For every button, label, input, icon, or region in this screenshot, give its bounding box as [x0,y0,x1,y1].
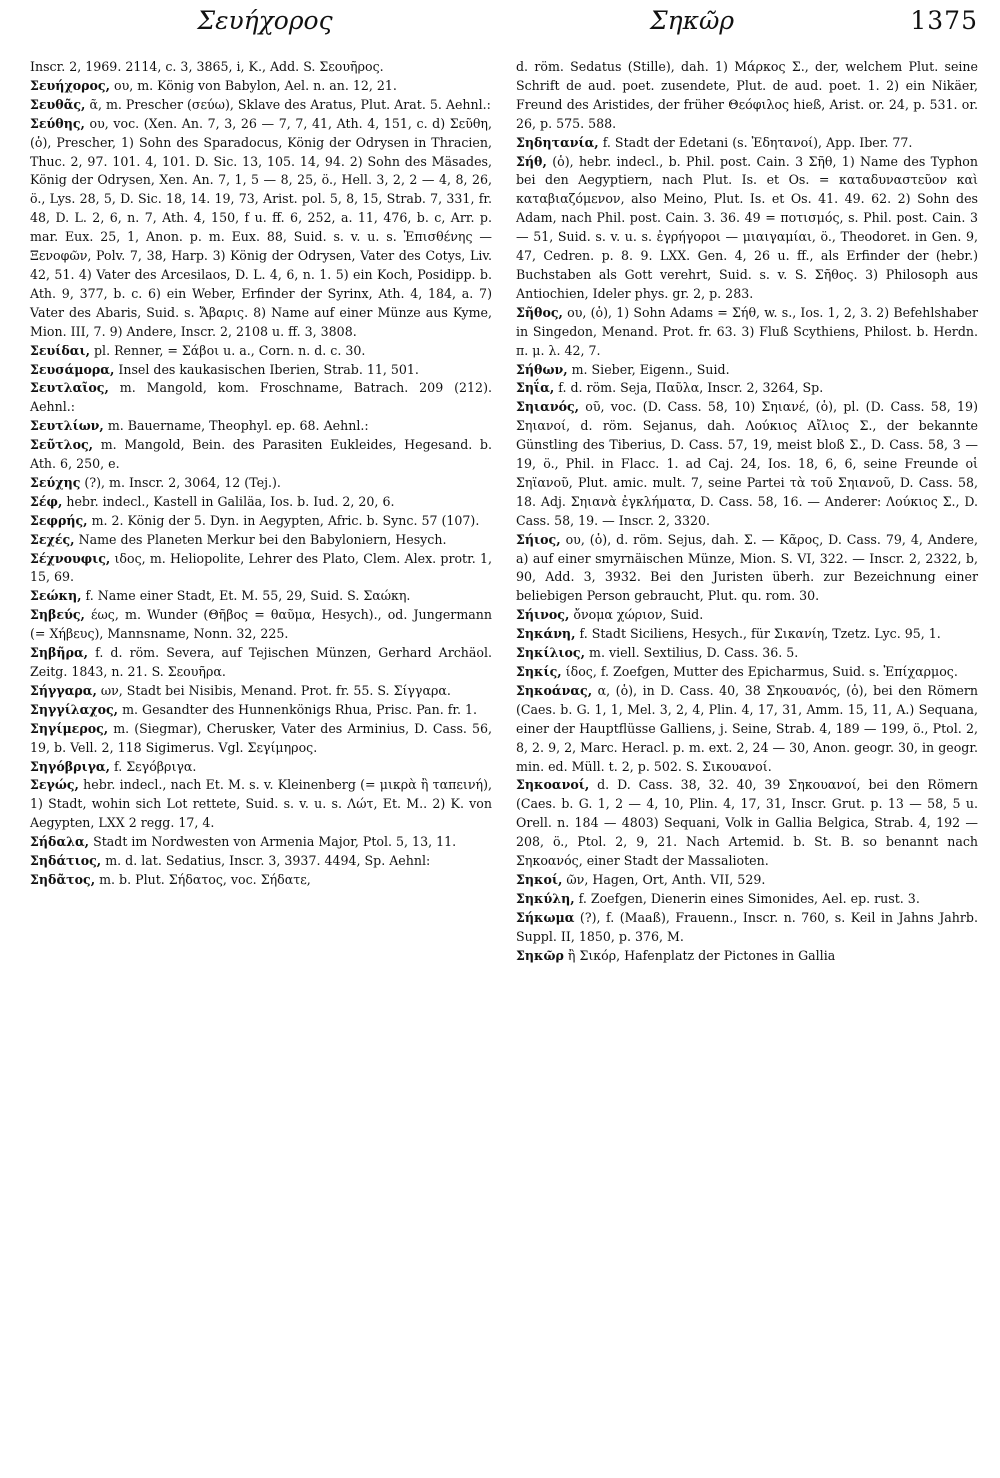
entry-text: f. Zoefgen, Dienerin eines Simonides, Ael. ep. rust. 3. [578,890,920,906]
entry-headword: Σηΐα, [516,380,555,396]
entry-headword: Σήθων, [516,361,568,377]
entry-headword: Σέφ, [30,493,63,509]
entry-text: f. d. röm. Seja, Παῦλα, Inscr. 2, 3264, Sp. [558,380,824,396]
dictionary-entry [30,361,492,380]
dictionary-entry [30,531,492,550]
entry-headword: Σῆθος, [516,304,563,320]
dictionary-entry [30,644,492,682]
entry-text: ἢ Σικόρ, Hafenplatz der Pictones in Gallia [567,947,836,963]
dictionary-entry [516,644,978,663]
entry-headword: Σήθ, [516,153,547,169]
entry-headword: Σηκοανοί, [516,777,590,793]
entry-headword: Σεύθης, [30,115,85,131]
entry-headword: Σευήχορος, [30,77,110,93]
dictionary-entry [30,342,492,361]
entry-text: m. Gesandter des Hunnenkönigs Rhua, Prisc. Pan. fr. 1. [122,701,478,717]
entry-headword: Σέχνουφις, [30,550,111,566]
dictionary-entry [30,96,492,115]
entry-text: ου, (ὁ), d. röm. Sejus, dah. Σ. — Κᾶρος, D. Cass. 79, 4, Andere, a) auf einer smyrnäischen Münze, Mion. S. VI, 322. — Inscr. 2, 2322, b, 90, Add. 3, 3932. Bei den Juristen überh. zur Bezeichnung einer beliebigen Person gebraucht, Plut. qu. rom. 30. [516,531,978,604]
entry-headword: Σήιος, [516,531,561,547]
entry-headword: Σηδάτιος, [30,853,102,869]
text-columns [30,58,978,966]
dictionary-entry [30,587,492,606]
dictionary-entry [30,493,492,512]
entry-text: ᾶ, m. Prescher (σεύω), Sklave des Aratus, Plut. Arat. 5. Aehnl.: [89,96,491,112]
entry-text: f. Stadt Siciliens, Hesych., für Σικανίη, Tzetz. Lyc. 95, 1. [579,626,941,642]
entry-headword: Σηκίς, [516,664,562,679]
dictionary-entry [516,871,978,890]
dictionary-entry [516,361,978,380]
entry-text: m. (Siegmar), Cherusker, Vater des Arminius, D. Cass. 56, 19, b. Vell. 2, 118 Sigimerus. Vgl. Σεγίμηρος. [30,720,492,755]
entry-text: m. Mangold, kom. Froschname, Batrach. 209 (212). Aehnl.: [30,380,492,415]
dictionary-entry [30,852,492,871]
entry-text: f. d. röm. Severa, auf Tejischen Münzen, Gerhard Archäol. Zeitg. 1843, n. 21. S. Σεουῆρα. [30,645,493,679]
entry-text: d. röm. Sedatus (Stille), dah. 1) Μάρκος Σ., der, welchem Plut. seine Schrift de aud. poet. zusendete, Plut. de aud. poet. 1. 2) ein Nikäer, Freund des Aristides, der früher Θεόφιλος hieß, Arist. or. 24, p. 531. or. 26, p. 575. 588. [516,59,978,131]
left-column [30,58,492,966]
entry-text: m. Mangold, Bein. des Parasiten Eukleides, Hegesand. b. Ath. 6, 250, e. [30,437,492,472]
entry-headword: Σευτλαῖος, [30,380,109,396]
entry-headword: Σευίδαι, [30,342,90,358]
entry-text: Inscr. 2, 1969. 2114, c. 3, 3865, i, K., Add. S. Σεουῆρος. [30,59,384,74]
entry-headword: Σήκωμα [516,909,575,925]
dictionary-entry [30,701,492,720]
dictionary-entry [516,379,978,398]
entry-headword: Σευσάμορα, [30,361,115,377]
entry-headword: Σηδᾶτος, [30,871,96,887]
dictionary-entry [30,58,492,77]
entry-text: οῦ, voc. (D. Cass. 58, 10) Σηιανέ, (ὁ), pl. (D. Cass. 58, 19) Σηιανοί, d. röm. Sejanus, dah. Λούκιος Αἴλιος Σ., der bekannte Günstling des Tiberius, D. Cass. 57, 19, meist bloß Σ., D. Cass. 58, 3 — 19, ö., Phil. in Flacc. 1. ad Caj. 24, Ios. 18, 6, 6, seine Freunde οἱ Σηϊανοῦ, Plut. amic. mult. 7, seine Partei τὰ τοῦ Σηιανοῦ, D. Cass. 58, 18. Adj. Σηιανὰ ἐγκλήματα, D. Cass. 58, 16. — Anderer: Λούκιος Σ., D. Cass. 58, 19. — Inscr. 2, 3320. [516,399,978,528]
entry-headword: Σηκύλη, [516,890,575,906]
entry-text: ου, voc. (Xen. An. 7, 3, 26 — 7, 7, 41, Ath. 4, 151, c. d) Σεῦθη, (ὁ), Prescher, 1) Sohn des Sparadocus, König der Odrysen in Thracien, Thuc. 2, 97. 101. 4, 101. D. Sic. 13, 105. 14, 94. 2) Sohn des Mäsades, König der Odrysen, Xen. An. 7, 1, 5 — 8, 25, ö., Hell. 3, 2, 2 — 4, 8, 26, ö., Lys. 28, 5, D. Sic. 18, 14. 19, 73, Arist. pol. 5, 8, 15, Strab. 7, 331, fr. 48, D. L. 2, 6, n. 7, Ath. 4, 150, f u. ff. 6, 252, a. 11, 476, b. c, Arr. p. mar. Eux. 25, 1, Anon. p. m. Eux. 88, Suid. s. v. u. s. Ἐπισθένης — Ξενοφῶν, Polv. 7, 38, Harp. 3) König der Odrysen, Vater des Cotys, Liv. 42, 51. 4) Vater des Arcesilaos, D. L. 4, 6, n. 1. 5) ein Koch, Posidipp. b. Ath. 9, 377, b. c. 6) ein Weber, Erfinder der Syrinx, Ath. 4, 184, a. 7) Vater des Abaris, Suid. s. Ἄβαρις. 8) Name auf einer Münze aus Kyme, Mion. III, 7. 9) Andere, Inscr. 2, 2108 u. ff. 3, 3808. [30,115,492,339]
entry-text: hebr. indecl., Kastell in Galiläa, Ios. b. Iud. 2, 20, 6. [66,493,395,509]
entry-headword: Σηγγίλαχος, [30,701,119,717]
entry-headword: Σηκοί, [516,871,563,887]
entry-text: ου, m. König von Babylon, Ael. n. an. 12, 21. [113,77,397,93]
entry-headword: Σηκῶρ [516,947,564,963]
dictionary-entry [516,153,978,304]
entry-text: έως, m. Wunder (Θῆβος = θαῦμα, Hesych)., od. Jungermann (= Χήβευς), Mannsname, Nonn. 32, 225. [30,607,492,642]
entry-headword: Σηιανός, [516,399,580,415]
entry-text: (?), f. (Maaß), Frauenn., Inscr. n. 760, s. Keil in Jahns Jahrb. Suppl. II, 1850, p. 376, M. [516,909,978,944]
entry-text: f. Σεγόβριγα. [114,758,197,774]
entry-headword: Σεγώς, [30,777,79,793]
right-column [516,58,978,966]
entry-headword: Σεύχης [30,474,81,490]
dictionary-entry [30,720,492,758]
dictionary-entry [516,890,978,909]
dictionary-entry [30,682,492,701]
entry-text: (?), m. Inscr. 2, 3064, 12 (Tej.). [84,474,281,490]
entry-headword: Σηδητανία, [516,134,599,150]
dictionary-entry [30,379,492,417]
entry-headword: Σηβῆρα, [30,645,89,661]
dictionary-entry [516,304,978,361]
entry-headword: Σηκάνη, [516,626,576,642]
dictionary-entry [30,77,492,96]
dictionary-entry [516,58,978,134]
dictionary-entry [516,531,978,607]
entry-text: m. b. Plut. Σήδατος, voc. Σήδατε, [99,871,311,887]
dictionary-entry [30,436,492,474]
entry-text: pl. Renner, = Σάβοι u. a., Corn. n. d. c. 30. [93,342,366,358]
entry-headword: Σεχές, [30,531,75,547]
entry-headword: Σηκοάνας, [516,682,593,698]
dictionary-entry [30,417,492,436]
dictionary-entry [516,947,978,966]
dictionary-entry [516,625,978,644]
entry-headword: Σεώκη, [30,588,82,604]
entry-text: m. 2. König der 5. Dyn. in Aegypten, Afric. b. Sync. 57 (107). [91,512,480,528]
entry-headword: Σήγγαρα, [30,682,97,698]
entry-text: ου, (ὁ), 1) Sohn Adams = Σήθ, w. s., Ios. 1, 2, 3. 2) Befehlshaber in Singedon, Menand. Prot. fr. 63. 3) Fluß Scythiens, Philost. b. Herdn. π. μ. λ. 42, 7. [516,304,978,358]
dictionary-entry [30,758,492,777]
dictionary-entry [30,474,492,493]
entry-headword: Σήδαλα, [30,834,90,850]
entry-headword: Σήινος, [516,607,570,623]
entry-text: m. d. lat. Sedatius, Inscr. 3, 3937. 4494, Sp. Aehnl: [105,853,431,869]
entry-text: Name des Planeten Merkur bei den Babyloniern, Hesych. [78,531,447,547]
entry-text: Insel des kaukasischen Iberien, Strab. 11, 501. [118,361,419,377]
dictionary-entry [30,776,492,833]
entry-text: α, (ὁ), in D. Cass. 40, 38 Σηκουανός, (ὁ), bei den Römern (Caes. b. G. 1, 1, Mel. 3, 2, 4, Plin. 4, 17, 31, Amm. 15, 11, A.) Sequana, einer der Hauptflüsse Galliens, j. Seine, Strab. 4, 189 — 199, ö., Ptol. 2, 8, 2. 9, 2, Marc. Heracl. p. m. ext. 2, 24 — 30, Anon. geogr. 30, in geogr. min. ed. Müll. t. 2, p. 502. S. Σικουανοί. [516,682,978,774]
entry-headword: Σηβεύς, [30,607,85,623]
entry-text: (ὁ), hebr. indecl., b. Phil. post. Cain. 3 Σῆθ, 1) Name des Typhon bei den Aegyptiern, nach Plut. Is. et Os. = καταδυναστεῦον καὶ καταβιαζόμενον, also Meino, Plut. Is. et Os. 41. 49. 62. 2) Sohn des Adam, nach Phil. post. Cain. 3. 36. 49 = ποτισμός, s. Phil. post. Cain. 3 — 51, Suid. s. v. u. s. ἐγρήγοροι — μιαιγαμίαι, ö., Theodoret. in Gen. 9, 47, Cedren. p. 8. 9. LXX. Gen. 4, 26 u. ff., als Erfinder der (hebr.) Buchstaben als Gott verehrt, Suid. s. v. S. Σῆθος. 3) Philosoph aus Antiochien, Ideler phys. gr. 2, p. 283. [516,153,979,301]
dictionary-entry [30,833,492,852]
entry-text: m. Sieber, Eigenn., Suid. [571,361,730,377]
entry-headword: Σευθᾶς, [30,96,86,112]
entry-headword: Σεῦτλος, [30,437,94,453]
entry-text: ὄνομα χώριον, Suid. [573,607,704,623]
left-running-head: Σευήχορος [197,6,333,35]
entry-headword: Σηγόβριγα, [30,758,110,774]
entry-text: ίδος, f. Zoefgen, Mutter des Epicharmus, Suid. s. Ἐπίχαρμος. [565,664,958,679]
entry-text: hebr. indecl., nach Et. M. s. v. Kleinenberg (= μικρὰ ἢ ταπεινή), 1) Stadt, wohin sich Lot rettete, Suid. s. v. u. s. Λώτ, Et. M.. 2) K. von Aegypten, LXX 2 regg. 17, 4. [30,777,492,831]
entry-text: f. Name einer Stadt, Et. M. 55, 29, Suid. S. Σαώκη. [85,588,411,604]
dictionary-entry [30,550,492,588]
dictionary-entry [30,871,492,890]
dictionary-entry [516,909,978,947]
entry-text: ων, Stadt bei Nisibis, Menand. Prot. fr. 55. S. Σίγγαρα. [100,682,451,698]
dictionary-entry [516,682,978,777]
entry-text: d. D. Cass. 38, 32. 40, 39 Σηκουανοί, bei den Römern (Caes. b. G. 1, 2 — 4, 10, Plin. 4, 17, 31, Inscr. Grut. p. 13 — 58, 5 u. Orell. n. 184 — 4803) Sequani, Volk in Gallia Belgica, Strab. 4, 192 — 208, ö., Ptol. 2, 9, 21. Nach Artemid. b. St. B. so benannt nach Σηκοανός, einer Stadt der Massalioten. [516,777,978,869]
dictionary-entry [30,115,492,342]
entry-text: ιδος, m. Heliopolite, Lehrer des Plato, Clem. Alex. protr. 1, 15, 69. [30,550,492,585]
entry-text: m. viell. Sextilius, D. Cass. 36. 5. [589,645,799,661]
page-header [30,6,978,58]
dictionary-entry [516,663,978,682]
dictionary-entry [516,776,978,871]
page-number: 1375 [910,6,978,35]
dictionary-entry [30,606,492,644]
entry-headword: Σηγίμερος, [30,720,109,736]
entry-text: Stadt im Nordwesten von Armenia Major, Ptol. 5, 13, 11. [93,834,457,850]
dictionary-entry [516,134,978,153]
entry-text: ῶν, Hagen, Ort, Anth. VII, 529. [566,871,766,887]
dictionary-entry [30,512,492,531]
dictionary-entry [516,398,978,530]
dictionary-entry [516,606,978,625]
entry-headword: Σεφρής, [30,512,88,528]
entry-text: f. Stadt der Edetani (s. Ἐδητανοί), App. Iber. 77. [602,134,913,150]
entry-headword: Σηκίλιος, [516,645,585,661]
right-running-head-group [500,6,910,35]
right-running-head: Σηκῶρ [650,6,735,35]
entry-headword: Σευτλίων, [30,418,104,434]
entry-text: m. Bauername, Theophyl. ep. 68. Aehnl.: [107,418,369,434]
